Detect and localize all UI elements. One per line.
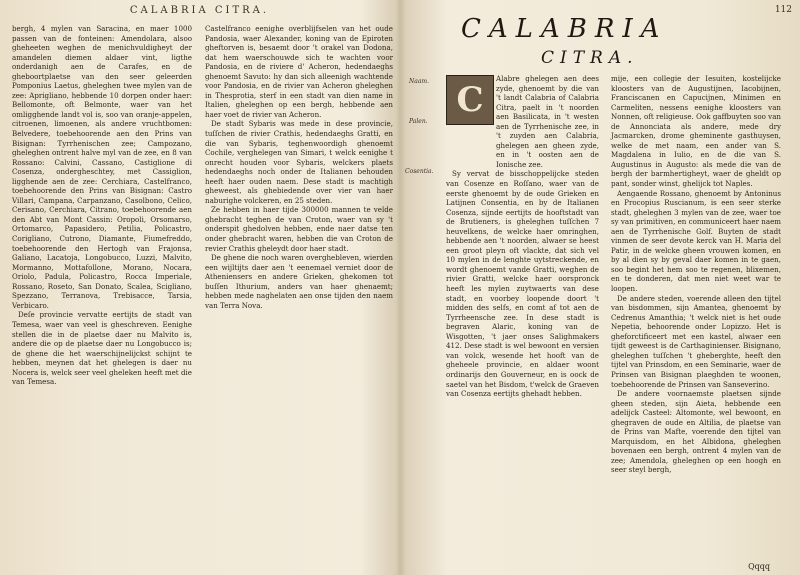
right-column-1 bbox=[446, 74, 599, 572]
paragraph: Ze hebben in haer tijde 300000 mannen te velde ghebracht teghen de van Croton, waer van sy 't onderspit ghedolven hebben, ende naer datse ten onder ghebracht waren, hebben die van Croton de revier Crathis gheleydt door haer stadt. bbox=[205, 205, 393, 253]
initial-letter: C bbox=[456, 80, 484, 120]
paragraph: De ghene die noch waren overghebleven, wierden een wijltijts daer aen 't eenemael verniet door de Atheniensers en andere Grieken, ghekomen tot buſſen Ithurium, anders van haer ghenaemt; hebben mede naghelaten aen onse tijden den naem van Terra Nova. bbox=[205, 253, 393, 310]
paragraph: Sy vervat de bisschoppelijcke steden van Cosenze en Roſſano, waer van de eerste ghenoemt by de oude Grieken en Latijnen Consentia, en by de Italianen Cosenza, sijnde eertijts de hooftstadt van de Brutieners, is gheleghen tuſſchen 7 heuvelkens, de welcke haer omringhen, hebbende aen 't noorden, alwaer se heest een groot pleyn oft vlackte, dat sich vel 10 mylen in de lenghte uytstreckende, en wordt ghenoemt vande Gratti, weghen de rivier Gratti, welcke haer oorspronck heeft les mylen zuytwaerts van dese stadt, en voorbey loopende doort 't midden des selfs, en comt af tot aen de Tyrrheensche zee. In dese stadt is begraven Alaric, koning van de Wisgotten, 't jaer onses Salighmakers 412. Dese stadt is wel bewoont en versien van volck, wesende het hooft van de gheheele provincie, en aldaer woont ordinarijs den Gouverneur, en is oock de saetel van het Bisdom, t'welck de Graeven van Cosenza eertijts ghehadt hebben. bbox=[446, 169, 599, 399]
left-page bbox=[0, 0, 399, 575]
margin-note: Naam. bbox=[409, 78, 430, 85]
left-column-2 bbox=[205, 24, 393, 572]
margin-note: Cosentia. bbox=[405, 168, 434, 175]
paragraph: mije, een collegie der Iesuiten, kostelijcke kloosters van de Augustijnen, Iacobijnen, Franciscanen en Capucijnen, Minimen en Carmeliten, nessens eenighe kloosters van Nonnen, oft religieuse. Ook gaffbuyten soo van de Annonciata als andere, mede dry Jacmarcken, drome gheminente gasthuysen, welke de met naam, een ander van S. Magdalena in Iulio, en de die van S. Augustinus in Augusto: als mede die van de bergh der barmhertigheyt, waer de gheldt op pant, sonder winst, ghelijck tot Naples. bbox=[611, 74, 781, 189]
paragraph: bergh, 4 mylen van Saracina, en maer 1000 passen van de fonteinen: Amendolara, alsoo gheheeten weghen de menichvuldigheyt der amandelen diemen aldaer vint, ligthe onderdanigh aen de Carafes, en de gheboortplaetse van den seer geleerden Pomponius Laetus, gheleghen twee mylen van de zee: Aprigliano, hebbende 10 dorpen onder haer: Bellomonte, oft Belmonte, waer van het omligghende landt vol is, soo van oranje-appelen, citroenen, limoenen, als andere vruchtbomen: Belvedere, toebehoorende aen den Prins van Bisignan: Tyrrhenischen zee; Campozano, gheleghen ontrent halve myl van de zee, en 8 van Rossano: Calvini, Cassano, Castiglione di Cosenza, ondergheschtey, met Cassiglion, ligghende aen de zee: Cerchiara, Castelfranco, toebehoorende den Prins van Bisignan: Castro Villari, Campana, Carpanzano, Casolbono, Celico, Cerisano, Cerchiara, Citrano, toebehoorende aen den Abt van Mont Cassin: Oropoli, Orsomarso, Ortomarco, Papasidero, Petilia, Policastro, Corigliano, Cutrono, Diamante, Fiumefreddo, toebehoorende den Hertogh van Frajonsa, Galiano, Lacatoja, Longobucco, Luzzi, Malvito, Mormanno, Mottafollone, Morano, Nocara, Oriolo, Padula, Policastro, Rocca Imperiale, Rossano, Roseto, San Donato, Scalea, Scigliano, Spezzano, Terranova, Trebisacce, Tarsia, Verbicaro. bbox=[12, 24, 192, 310]
page-number: 112 bbox=[774, 5, 792, 15]
paragraph: De andere steden, voerende alleen den tijtel van bisdommen, sijn Amantea, ghenoemt by Cedrenus Amanthia; 't welck niet is het oude Nepetia, behoorende onder Lopizzo. Het is gheforctificeert met een kastel, alwaer een tijdt geweest is de Carthaginienser. Bisignano, gheleghen tuſſchen 't gheberghte, heeft den tijtel van Prinsdom, en een Seminarie, waer de Prinsen van Bisignan plaeghden te woonen, toebehoorende de Prinsen van Sanseverino. bbox=[611, 293, 781, 389]
paragraph: De andere voornaemste plaetsen sijnde gheen steden, sijn Aieta, hebbende een adelijck Casteel: Altomonte, wel bewoont, en ghegraven de oude en Altilia, de plaetse van de Prins van Mafte, voerende den tijtel van Marquisdom, en het Albidona, gheleghen bovenaen een bergh, ontrent 4 mylen van de zee; Amendola, gheleghen op een hoogh en seer steyl bergh, bbox=[611, 389, 781, 475]
margin-note: Palen. bbox=[409, 118, 428, 125]
right-column-2 bbox=[611, 74, 781, 572]
page-subtitle: CITRA. bbox=[541, 48, 639, 68]
paragraph: Aengaende Rossano, ghenoemt by Antoninus en Procopius Ruscianum, is een seer sterke stadt, gheleghen 3 mylen van de zee, waer toe sy van primitiven, en communiceert haer naem aen de Tyrrhenische Golf. Buyten de stadt vinmen de seer devote kerck van H. Maria del Patir, in de welcke gheen vrouwen komen, en by al dien sy by geval daer komen in te gaen, soo begint het hem soo te regenen, blixemen, en te donderen, dat men niet weet war te loopen. bbox=[611, 188, 781, 294]
paragraph: Deſe provincie vervatte eertijts de stadt van Temesa, waer van veel is gheschreven. Eenighe stellen die in de plaetse daer nu Malvito is, andere die op de plaetse daer nu Longobucco is; de ghene die het waerschijnelijckst schijnt te hebben, meynen dat het ghelegen is daer nu Nocera is, welck seer veel gheleken heeft met die van Temesa. bbox=[12, 310, 192, 387]
paragraph: Alabre ghelegen aen dees zyde, ghenoemt by die van 't landt Calabria of Calabria Citra, paelt in 't noorden aen Basilicata, in 't westen aen de Tyrrhenische zee, in 't zuyden aen Calabria, ghelegen aen gheen zyde, en in 't oosten aen de Ionische zee. bbox=[496, 74, 599, 169]
paragraph: Castelfranco eenighe overblijfselen van het oude Pandosia, waer Alexander, koning van de Epiroten gheftorven is, besaemt door 't orakel van Dodona, dat hem waerschouwde sich te wachten voor Pandosia, en de riviere d' Acheron, hedendaeghs ghenoemt Savuto: hy dan sich alleenigh wachtende voor Pandosia, en de rivier van Acheron gheleghen in Thesprotia, sterf in een stadt van dien name in Italien, gheleghen op een bergh, hebbende aen haer voet de rivier van Acheron. bbox=[205, 24, 393, 119]
page-title: CALABRIA bbox=[461, 14, 668, 44]
paragraph: De stadt Sybaris was mede in dese provincie, tuſſchen de rivier Crathis, hedendaeghs Gratti, en die van Sybaris, teghenwoordigh ghenoemt Cochile, verghelegen van Simari, t welck eenighe t onrecht houden voor Sybaris, welckers plaets hedendaeghs noch onder de Italianen behouden heeft haer ouden naem. Dese stadt is machtigh gheweest, als ghebiedende over vier van haer naburighe volckeren, en 25 steden. bbox=[205, 119, 393, 205]
running-head: CALABRIA CITRA. bbox=[129, 5, 270, 16]
left-column-1 bbox=[12, 24, 192, 572]
signature-mark: Qqqq bbox=[748, 562, 770, 571]
right-page bbox=[401, 0, 800, 575]
